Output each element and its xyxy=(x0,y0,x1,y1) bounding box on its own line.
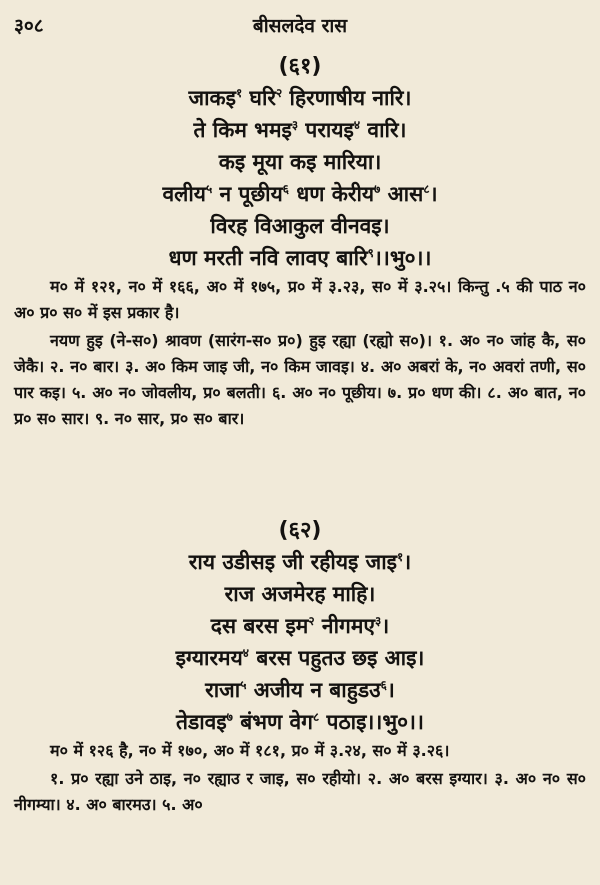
page-header xyxy=(0,8,600,38)
verse-text: तेडावइ xyxy=(176,710,227,734)
verse-text: न पूछीय xyxy=(212,182,283,206)
verse-line xyxy=(14,706,586,738)
verse-text: जाकइ xyxy=(188,86,236,110)
verse-text: बरस पहुतउ छइ आइ। xyxy=(249,646,425,670)
footnote-marker: ७ xyxy=(374,182,381,196)
verse-text: आस xyxy=(380,182,424,206)
verse-text: अजीय न बाहुडउ xyxy=(246,678,381,702)
verse-line xyxy=(14,242,586,274)
verse-line xyxy=(14,546,586,578)
verse-text: । xyxy=(403,550,412,574)
verse-text: घरि xyxy=(242,86,276,110)
verse-text: इग्यारमय xyxy=(175,646,243,670)
verse-line xyxy=(14,210,586,242)
footnote-marker: ८ xyxy=(423,182,430,196)
footnote-marker: १ xyxy=(235,86,243,100)
verse-line xyxy=(14,642,586,674)
verse-line xyxy=(14,114,586,146)
verse-text: परायइ xyxy=(298,118,354,142)
verse-line xyxy=(14,146,586,178)
verse-line xyxy=(14,674,586,706)
verse-text: हिरणाषीय नारि। xyxy=(282,86,412,110)
verse-text: विरह विआकुल वीनवइ। xyxy=(210,214,390,238)
verse-text: । xyxy=(386,678,395,702)
verse-text: नीगमए xyxy=(314,614,376,638)
verse-text: धण केरीय xyxy=(289,182,375,206)
footnote-marker: ७ xyxy=(226,710,233,724)
verse-text: दस बरस इम xyxy=(210,614,309,638)
verse-lines xyxy=(14,546,586,738)
manuscript-note: म० में १२६ है, न० में १७०, अ० में १८१, प्र० में ३.२४, स० में ३.२६। xyxy=(50,741,450,760)
verse-text: धण मरती नवि लावए बारि xyxy=(168,246,368,270)
verse-line xyxy=(14,610,586,642)
page-number: ३०८ xyxy=(14,15,44,37)
footnote-marker: ५ xyxy=(240,678,247,692)
manuscript-note: म० में १२१, न० में १६६, अ० में १७५, प्र० में ३.२३, स० में ३.२५। किन्तु .५ की पाठ न० अ० प्र० स० में इस प्रकार है। xyxy=(14,277,586,322)
verse-text: राजा xyxy=(205,678,241,702)
stanza-61 xyxy=(14,52,586,432)
variant-readings: नयण हुइ (ने-स०) श्रावण (सारंग-स० प्र०) हुइ रह्या (रह्यो स०)। १. अ० न० जांह कै, स० जेकै। २. न० बार। ३. अ० किम जाइ जी, न० किम जावइ। ४. अ० अबरां के, न० अवरां तणी, स० पार कइ। ५. अ० न० जोवलीय, प्र० बलती। ६. अ० न० पूछीय। ७. प्र० धण की। ८. अ० बात, न० प्र० स० सार। ९. न० सार, प्र० स० बार। xyxy=(14,331,586,428)
verse-text: बंभण वेग xyxy=(232,710,313,734)
footnote-marker: ५ xyxy=(205,182,213,196)
verse-text: राय उडीसइ जी रहीयइ जाइ xyxy=(188,550,397,574)
verse-text: पठाइ।।भु०।। xyxy=(319,710,424,734)
verse-text: ।।भु०।। xyxy=(373,246,432,270)
verse-text: कइ मूया कइ मारिया। xyxy=(218,150,382,174)
variant-readings: १. प्र० रह्या उने ठाइ, न० रह्याउ र जाइ, स० रहीयो। २. अ० बरस इग्यार। ३. अ० न० स० नीगम्या। ४. अ० बारमउ। ५. अ० xyxy=(14,769,586,814)
verse-text: । xyxy=(429,182,438,206)
verse-line xyxy=(14,578,586,610)
footnote-marker: २ xyxy=(275,86,283,100)
stanza-62 xyxy=(14,516,586,818)
stanza-number: (६१) xyxy=(278,54,322,79)
footnote-marker: ४ xyxy=(242,646,250,660)
verse-lines xyxy=(14,82,586,274)
verse-text: वलीय xyxy=(162,182,206,206)
footnote-marker: ३ xyxy=(291,118,299,132)
footnote-marker: ८ xyxy=(312,710,320,724)
footnote-marker: ४ xyxy=(353,118,361,132)
verse-line xyxy=(14,178,586,210)
footnote-marker: ३ xyxy=(375,614,382,628)
verse-line xyxy=(14,82,586,114)
footnote-marker: १ xyxy=(396,550,404,564)
footnote-marker: ६ xyxy=(282,182,290,196)
footnote-marker: २ xyxy=(308,614,315,628)
verse-text: वारि। xyxy=(360,118,407,142)
footnote-marker: ६ xyxy=(380,678,387,692)
verse-text: राज अजमेरह माहि। xyxy=(224,582,376,606)
stanza-number: (६२) xyxy=(278,518,322,543)
footnote-marker: ९ xyxy=(367,246,374,260)
verse-text: ते किम भमइ xyxy=(193,118,292,142)
running-title: बीसलदेव रास xyxy=(252,15,348,37)
verse-text: । xyxy=(381,614,390,638)
